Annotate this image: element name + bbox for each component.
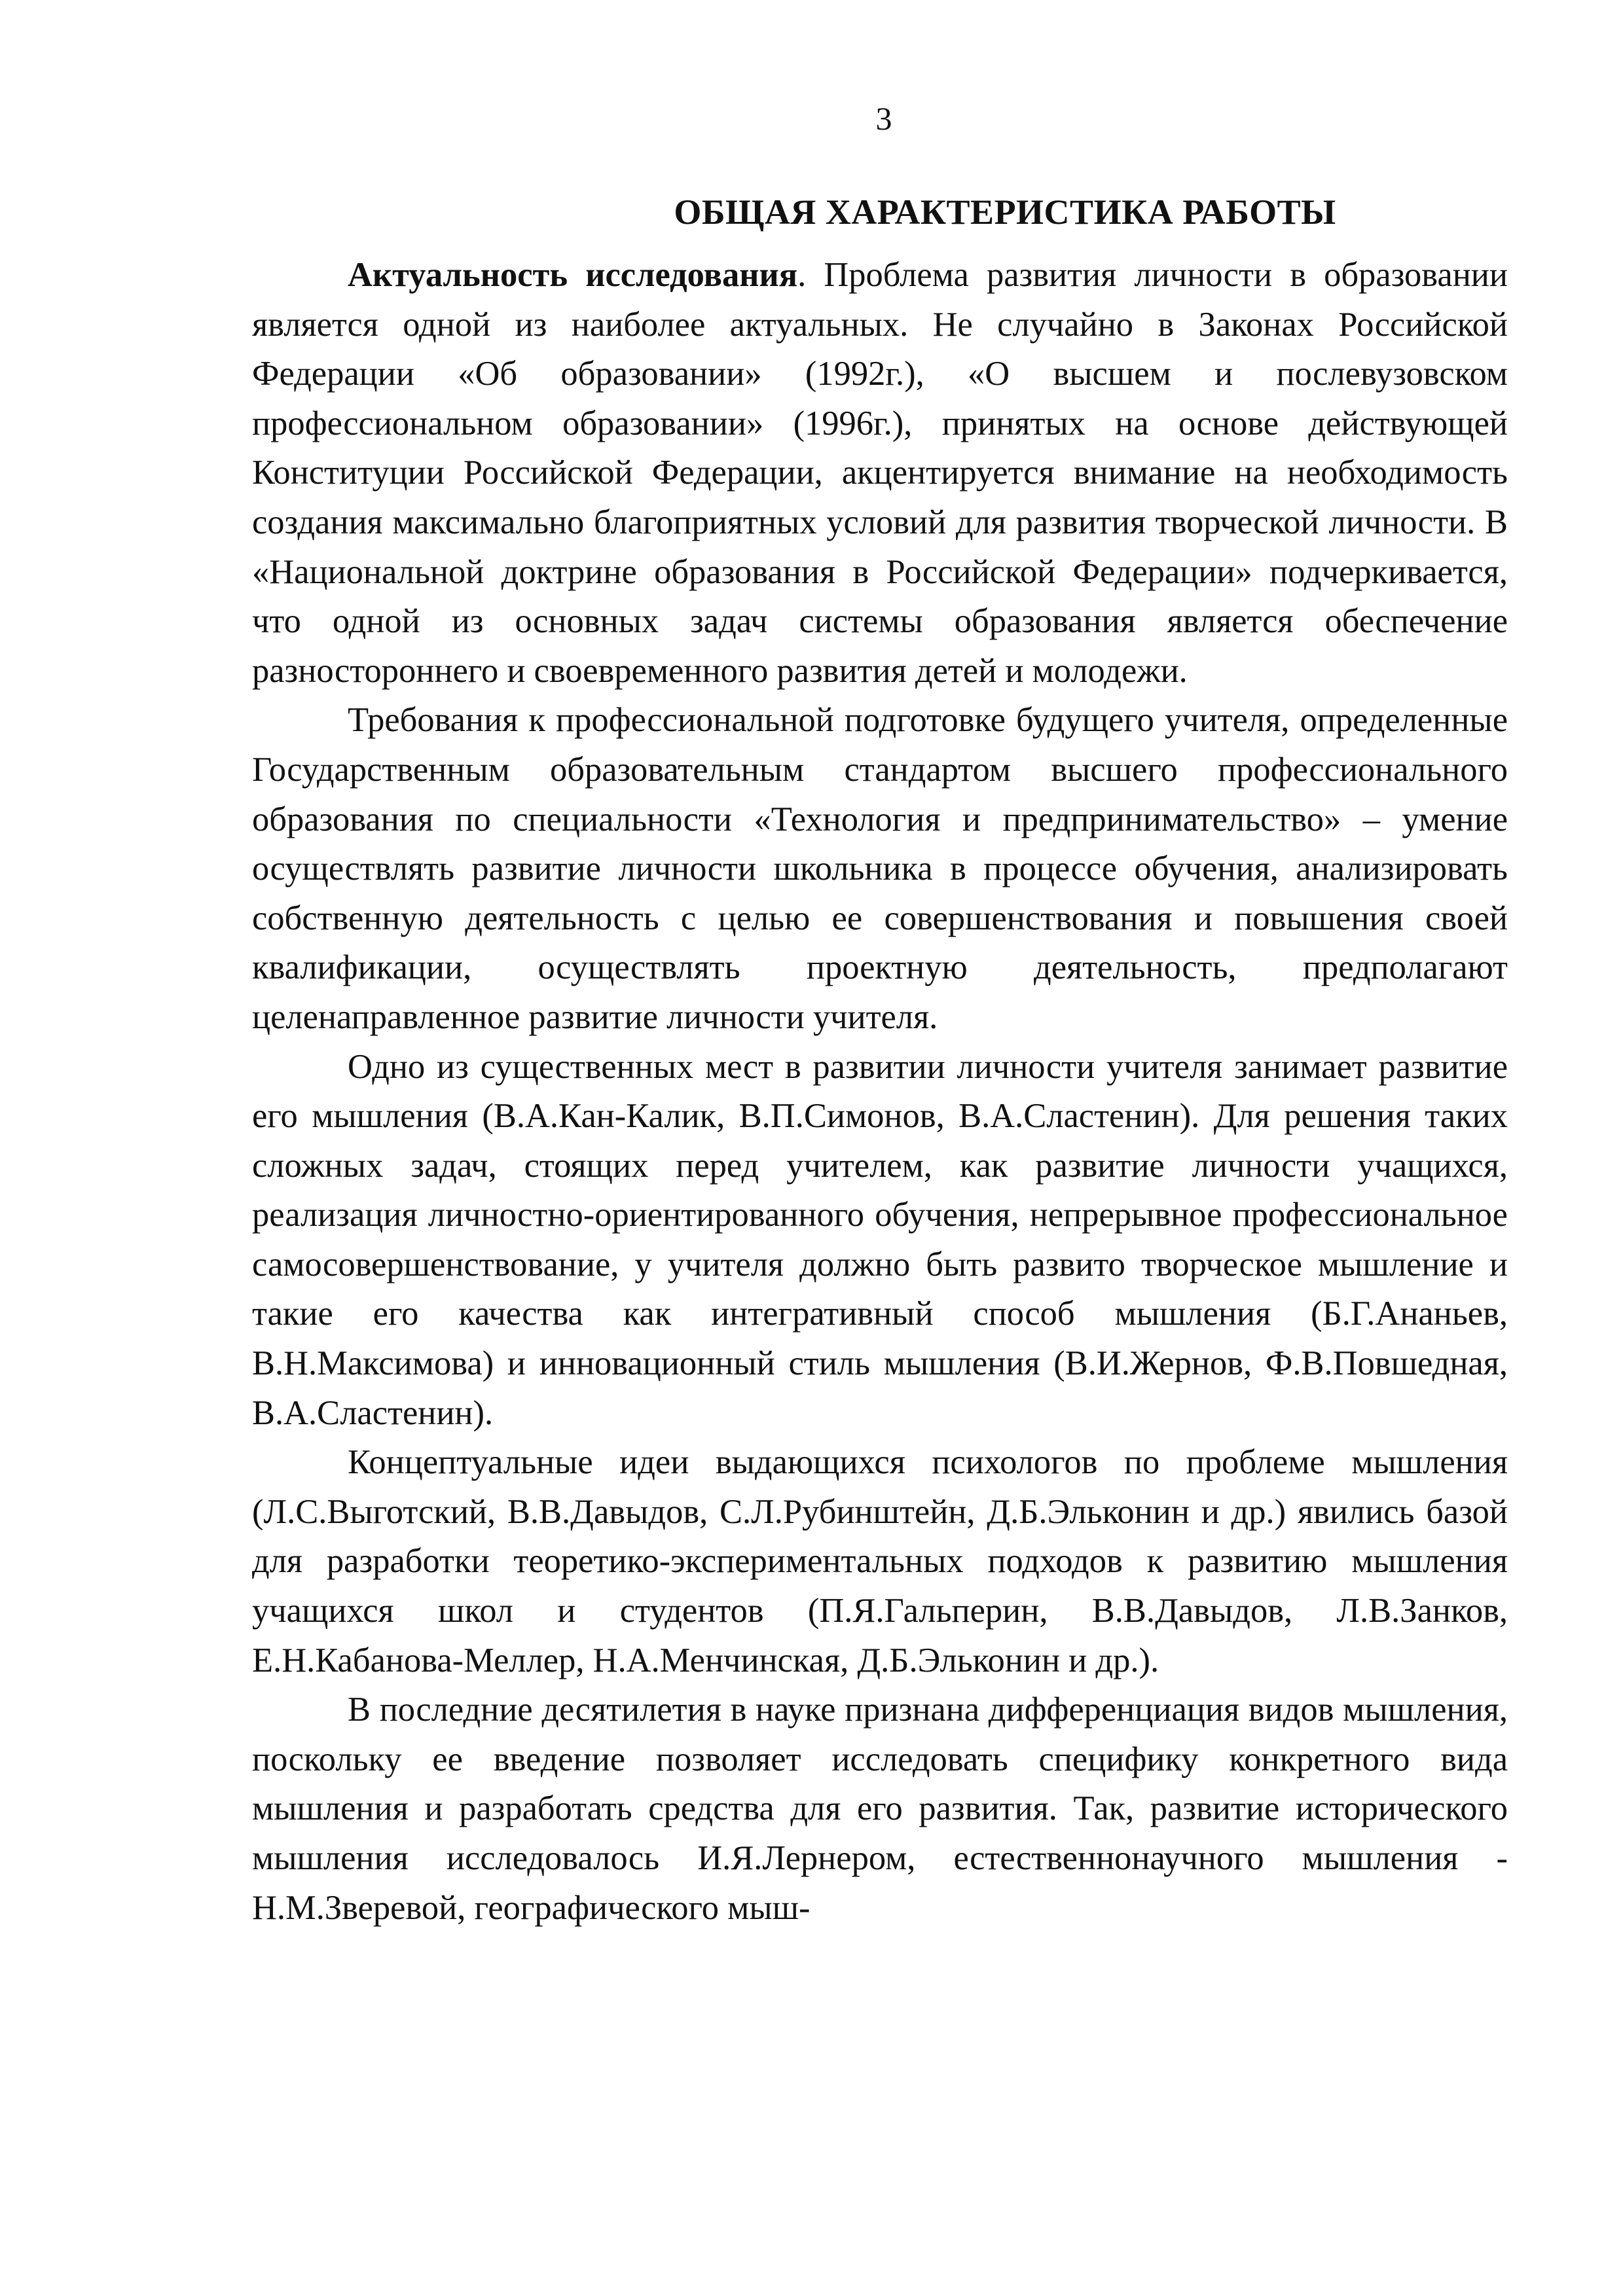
paragraph-requirements: Требования к профессиональной подготовке будущего учителя, определенные Государственным образовательным стандартом высшего профессионального образования по специальности «Технология и предпринимательство» – умение осуществлять развитие личности школьника в процессе обучения, анализировать собственную деятельность с целью ее совершенствования и повышения своей квалификации, осуществлять проектную деятельность, предполагают целенаправленное развитие личности учителя. [252,701,1508,1036]
paragraph-teacher-thinking: Одно из существенных мест в развитии личности учителя занимает развитие его мышления (В.А.Кан-Калик, В.П.Симонов, В.А.Сластенин). Для решения таких сложных задач, стоящих перед учителем, как развитие личности учащихся, реализация личностно-ориентированного обучения, непрерывное профессиональное самосовершенствование, у учителя должно быть развито творческое мышление и такие его качества как интегративный способ мышления (Б.Г.Ананьев, В.Н.Максимова) и инновационный стиль мышления (В.И.Жернов, Ф.В.Повшедная, В.А.Сластенин). [252,1047,1508,1432]
paragraph-lead: Актуальность исследования [348,256,798,294]
body-text [252,251,1508,1933]
page-title: ОБЩАЯ ХАРАКТЕРИСТИКА РАБОТЫ [674,192,1336,232]
paragraph-psychologists: Концептуальные идеи выдающихся психологов по проблеме мышления (Л.С.Выготский, В.В.Давыдов, С.Л.Рубинштейн, Д.Б.Эльконин и др.) явились базой для разработки теоретико-экспериментальных подходов к развитию мышления учащихся школ и студентов (П.Я.Гальперин, В.В.Давыдов, Л.В.Занков, Е.Н.Кабанова-Меллер, Н.А.Менчинская, Д.Б.Эльконин и др.). [252,1443,1508,1679]
page-number: 3 [875,100,892,137]
paragraph-text: . Проблема развития личности в образовании является одной из наиболее актуальных. Не случайно в Законах Российской Федерации «Об образовании» (1992г.), «О высшем и послевузовском профессиональном образовании» (1996г.), принятых на основе действующей Конституции Российской Федерации, акцентируется внимание на необходимость создания максимально благоприятных условий для развития творческой личности. В «Национальной доктрине образования в Российской Федерации» подчеркивается, что одной из основных задач системы образования является обеспечение разностороннего и своевременного развития детей и молодежи. [252,256,1508,690]
paragraph-relevance [252,251,1508,696]
paragraph-thinking-types: В последние десятилетия в науке признана дифференциация видов мышления, поскольку ее введение позволяет исследовать специфику конкретного вида мышления и разработать средства для его развития. Так, развитие исторического мышления исследовалось И.Я.Лернером, естественнонаучного мышления - Н.М.Зверевой, географического мыш- [252,1691,1508,1927]
